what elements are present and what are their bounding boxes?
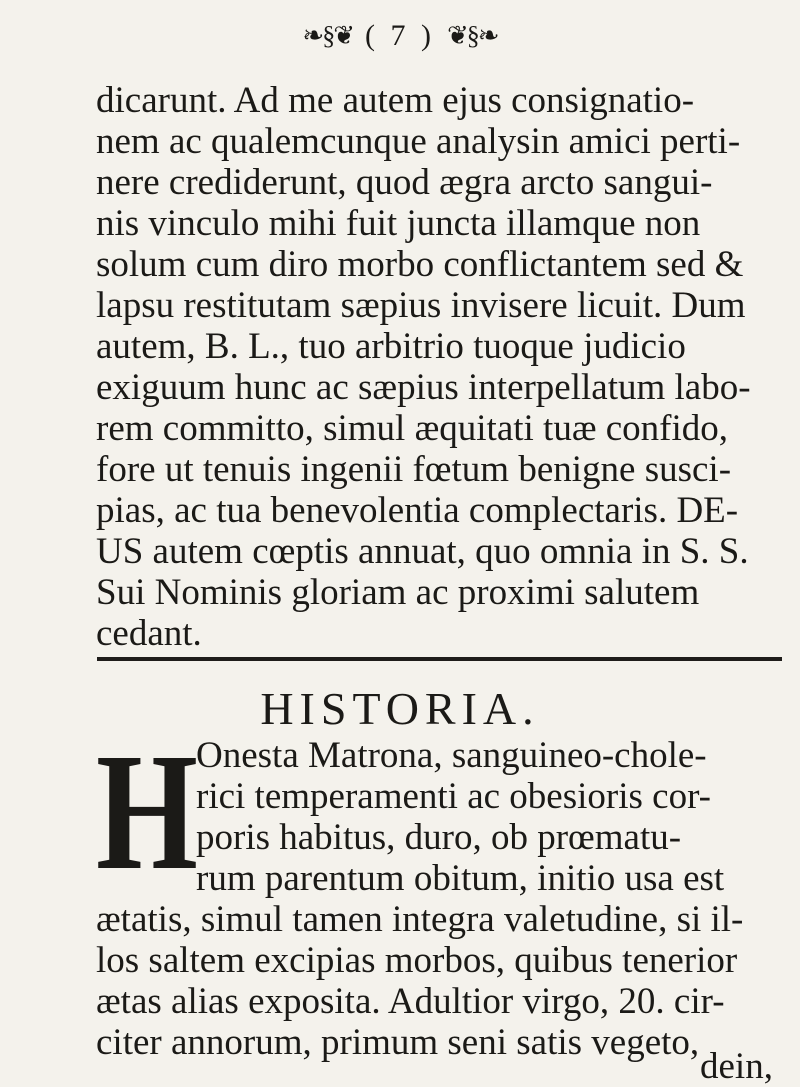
preface-line: dicarunt. Ad me autem ejus consignatio- [96, 80, 695, 121]
historia-line: ætatis, simul tamen integra valetudine, si il- [96, 899, 744, 940]
preface-line: Sui Nominis gloriam ac proximi salutem [96, 572, 700, 613]
historia-line: los saltem excipias morbos, quibus tenerior [96, 940, 738, 981]
historia-line: Onesta Matrona, sanguineo-chole- [196, 735, 707, 776]
preface-line: US autem cœptis annuat, quo omnia in S. S. [96, 531, 749, 572]
page-header [0, 16, 800, 56]
preface-line: nem ac qualemcunque analysin amici perti- [96, 121, 741, 162]
preface-line: pias, ac tua benevolentia complectaris. DE- [96, 490, 739, 531]
page-number: ( 7 ) [365, 19, 435, 52]
historia-line: rici temperamenti ac obesioris cor- [196, 776, 711, 817]
ornament-left: ❧§❦ [302, 21, 353, 50]
preface-line: exiguum hunc ac sæpius interpellatum labo- [96, 367, 751, 408]
historia-line: rum parentum obitum, initio usa est [196, 858, 725, 899]
preface-line: nere crediderunt, quod ægra arcto sangui- [96, 162, 713, 203]
historia-line: poris habitus, duro, ob prœmatu- [196, 817, 682, 858]
preface-line: autem, B. L., tuo arbitrio tuoque judicio [96, 326, 686, 367]
historia-line: ætas alias exposita. Adultior virgo, 20. cir- [96, 981, 725, 1022]
preface-line: lapsu restitutam sæpius invisere licuit. Dum [96, 285, 746, 326]
historia-line: citer annorum, primum seni satis vegeto, [96, 1022, 700, 1063]
preface-line: rem committo, simul æquitati tuæ confido, [96, 408, 729, 449]
preface-line: nis vinculo mihi fuit juncta illamque non [96, 203, 701, 244]
section-heading-text: HISTORIA. [260, 683, 540, 734]
drop-initial: H [96, 719, 198, 905]
ornament-right: ❦§❧ [446, 21, 498, 50]
preface-line: cedant. [96, 613, 202, 654]
section-divider [97, 657, 782, 661]
preface-line: fore ut tenuis ingenii fœtum benigne susci- [96, 449, 732, 490]
preface-line: solum cum diro morbo conflictantem sed & [96, 244, 744, 285]
catchword: dein, [700, 1046, 773, 1087]
